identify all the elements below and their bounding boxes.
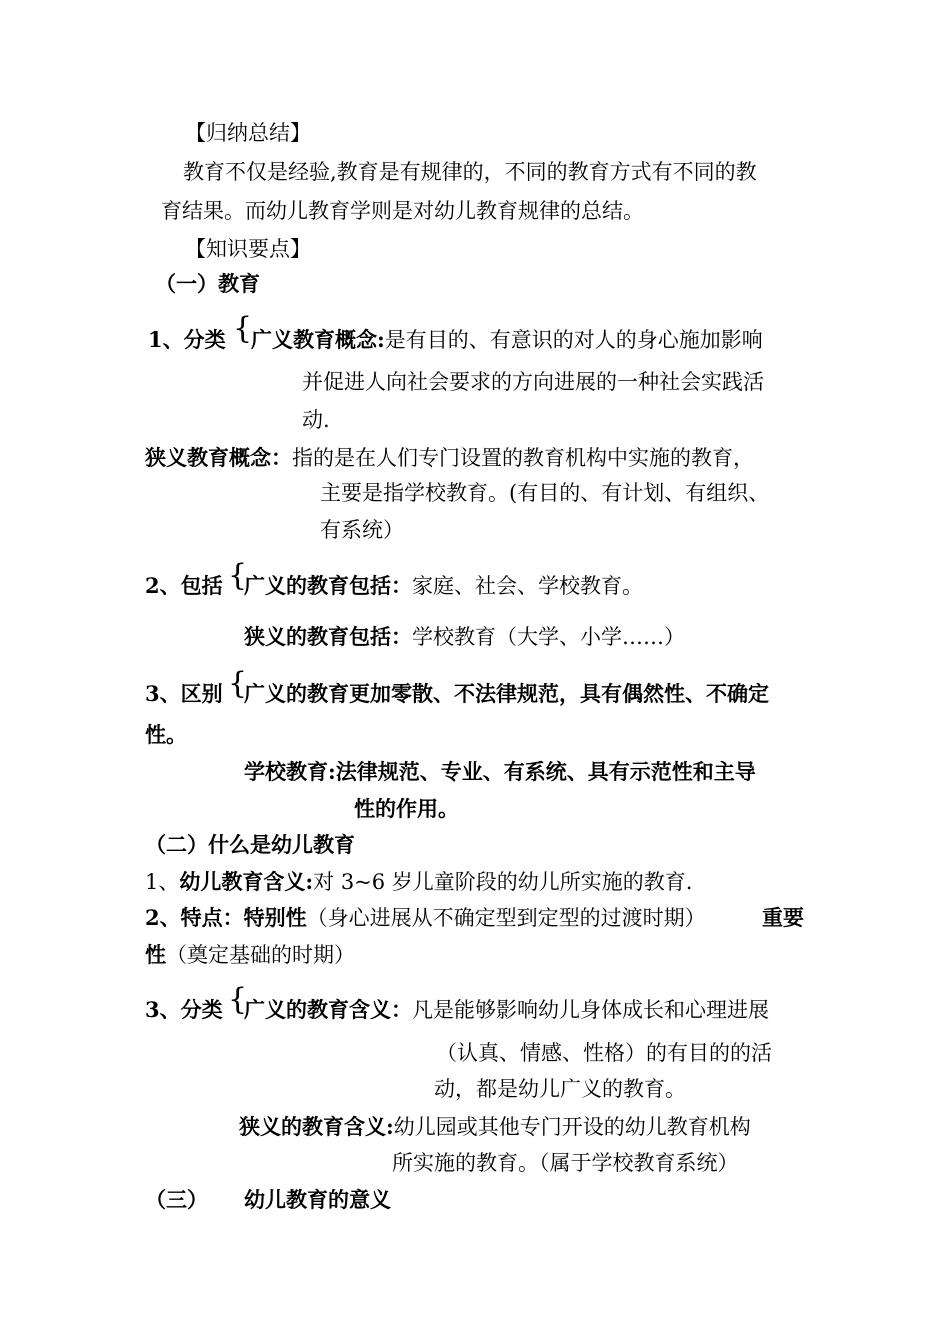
term: 广义的教育包括：: [244, 573, 412, 598]
term: 广义教育概念:: [251, 327, 385, 352]
term: 狭义的教育含义:: [239, 1114, 394, 1139]
definition-line: 主要是指学校教育。(有目的、有计划、有组织、: [320, 481, 770, 505]
definition-text: （奠定基础的时期）: [166, 943, 355, 967]
definition-line: [244, 575, 643, 597]
item-label: 2、包括: [145, 573, 223, 598]
item-label: 1、分类: [148, 327, 226, 352]
summary-line: 教育不仅是经验,教育是有规律的，不同的教育方式有不同的教: [183, 160, 757, 184]
brace-icon: {: [228, 558, 248, 593]
term: 性: [145, 942, 166, 967]
definition-line: 并促进人向社会要求的方向进展的一种社会实践活: [302, 370, 764, 394]
definition-text: （身心进展从不确定型到定型的过渡时期）: [306, 906, 706, 930]
summary-heading: 【归纳总结】: [185, 121, 311, 145]
definition-text: 指的是在人们专门设置的教育机构中实施的教育，: [292, 446, 754, 470]
term: 广义的教育含义：: [244, 997, 412, 1022]
term: 幼儿教育含义:: [179, 869, 314, 894]
item-label: 3、分类: [145, 997, 223, 1022]
brace-icon: {: [228, 982, 248, 1017]
item-label: 3、区别: [145, 681, 223, 706]
term: 狭义的教育包括：: [244, 624, 412, 649]
definition-text: 学校教育（大学、小学……）: [412, 625, 685, 649]
definition-line: 性。: [145, 722, 187, 747]
definition-text: 家庭、社会、学校教育。: [412, 574, 643, 598]
definition-text: 对 3~6 岁儿童阶段的幼儿所实施的教育.: [313, 870, 693, 894]
knowledge-heading: 【知识要点】: [185, 237, 311, 261]
brace-icon: {: [228, 666, 248, 701]
section-title: 幼儿教育的意义: [244, 1187, 391, 1212]
definition-line: [145, 944, 355, 966]
definition-text: 是有目的、有意识的对人的身心施加影响: [384, 328, 763, 352]
definition-line: [251, 329, 763, 351]
term: 重要: [762, 905, 804, 930]
definition-line: 广义的教育更加零散、不法律规范，具有偶然性、不确定: [244, 681, 769, 706]
summary-line: 育结果。而幼儿教育学则是对幼儿教育规律的总结。: [161, 199, 644, 223]
definition-line: 学校教育:法律规范、专业、有系统、具有示范性和主导: [244, 759, 756, 784]
definition-line: [145, 447, 754, 469]
definition-line: [239, 1116, 751, 1138]
section-title: （一）教育: [155, 271, 260, 296]
section-number: （三）: [145, 1187, 208, 1212]
item-number: 1、: [145, 870, 180, 894]
section-title: （二）什么是幼儿教育: [145, 832, 355, 857]
definition-line: [145, 907, 706, 929]
definition-line: （认真、情感、性格）的有目的的活: [436, 1041, 772, 1065]
definition-line: 动.: [302, 408, 330, 432]
definition-line: 性的作用。: [354, 796, 459, 821]
definition-line: [244, 999, 769, 1021]
definition-line: 动，都是幼儿广义的教育。: [434, 1077, 686, 1101]
brace-icon: {: [233, 311, 253, 346]
definition-line: 所实施的教育。（属于学校教育系统）: [392, 1151, 739, 1175]
term: 狭义教育概念：: [145, 445, 292, 470]
definition-line: [244, 626, 685, 648]
definition-line: [145, 871, 692, 893]
term: 2、特点：特别性: [145, 905, 307, 930]
definition-text: 幼儿园或其他专门开设的幼儿教育机构: [393, 1115, 751, 1139]
definition-line: 有系统）: [320, 518, 404, 542]
definition-text: 凡是能够影响幼儿身体成长和心理进展: [412, 998, 769, 1022]
